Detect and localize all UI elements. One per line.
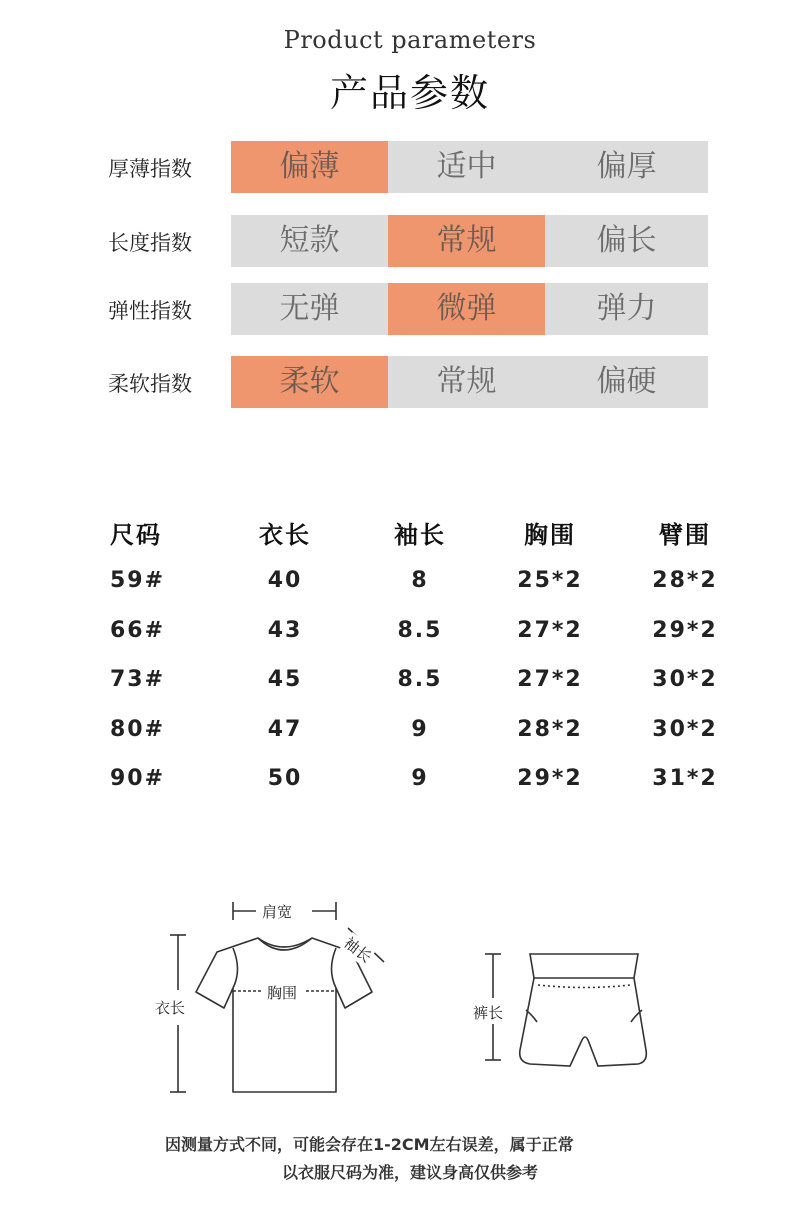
param-option: 偏长 bbox=[596, 223, 657, 258]
table-cell: 9 bbox=[411, 717, 429, 742]
param-row-softness bbox=[0, 356, 790, 408]
table-cell: 66# bbox=[110, 618, 166, 643]
table-cell: 50 bbox=[267, 766, 303, 791]
table-cell: 31*2 bbox=[652, 766, 718, 791]
chest-label: 胸围 bbox=[267, 984, 298, 1002]
table-row bbox=[0, 568, 790, 608]
param-bar bbox=[231, 283, 708, 335]
param-row-length bbox=[0, 215, 790, 267]
param-bar bbox=[231, 215, 708, 267]
measurement-diagram-svg bbox=[0, 890, 790, 1110]
table-cell: 8 bbox=[411, 568, 429, 593]
table-row bbox=[0, 717, 790, 757]
param-row-elasticity bbox=[0, 283, 790, 335]
table-header-cell: 袖长 bbox=[394, 521, 446, 549]
table-cell: 80# bbox=[110, 717, 166, 742]
table-cell: 30*2 bbox=[652, 667, 718, 692]
table-header-cell: 臂围 bbox=[659, 521, 711, 549]
table-cell: 45 bbox=[267, 667, 303, 692]
table-cell: 73# bbox=[110, 667, 166, 692]
table-cell: 59# bbox=[110, 568, 166, 593]
length-label: 衣长 bbox=[155, 999, 186, 1017]
table-cell: 29*2 bbox=[517, 766, 583, 791]
table-cell: 9 bbox=[411, 766, 429, 791]
table-cell: 29*2 bbox=[652, 618, 718, 643]
param-label: 长度指数 bbox=[108, 231, 192, 255]
param-option: 偏硬 bbox=[596, 364, 657, 399]
sleeve-label: 袖长 bbox=[340, 933, 376, 967]
table-header-cell: 尺码 bbox=[110, 521, 162, 549]
param-label: 弹性指数 bbox=[108, 299, 192, 323]
title-en: Product parameters bbox=[283, 26, 537, 54]
table-cell: 30*2 bbox=[652, 717, 718, 742]
table-cell: 28*2 bbox=[517, 717, 583, 742]
table-cell: 47 bbox=[267, 717, 303, 742]
table-row bbox=[0, 618, 790, 658]
param-option: 适中 bbox=[436, 149, 497, 184]
param-row-thickness bbox=[0, 141, 790, 193]
param-option: 无弹 bbox=[279, 291, 340, 326]
param-option-selected: 柔软 bbox=[231, 356, 388, 408]
table-header-cell: 衣长 bbox=[259, 521, 311, 549]
table-header-row bbox=[0, 515, 790, 555]
table-cell: 27*2 bbox=[517, 667, 583, 692]
param-bar bbox=[231, 356, 708, 408]
table-cell: 40 bbox=[267, 568, 303, 593]
table-cell: 25*2 bbox=[517, 568, 583, 593]
table-row bbox=[0, 766, 790, 806]
param-option-selected: 偏薄 bbox=[231, 141, 388, 193]
table-header-cell: 胸围 bbox=[524, 521, 576, 549]
param-option: 弹力 bbox=[596, 291, 657, 326]
table-cell: 43 bbox=[267, 618, 303, 643]
table-cell: 8.5 bbox=[397, 667, 443, 692]
pants-length-label: 裤长 bbox=[473, 1004, 504, 1022]
table-cell: 8.5 bbox=[397, 618, 443, 643]
param-option: 常规 bbox=[436, 364, 497, 399]
param-label: 厚薄指数 bbox=[108, 157, 192, 181]
note-line-1: 因测量方式不同，可能会存在1-2CM左右误差，属于正常 bbox=[165, 1135, 574, 1154]
pants-icon bbox=[485, 954, 646, 1066]
title-cn: 产品参数 bbox=[329, 71, 490, 115]
param-option-selected: 常规 bbox=[388, 215, 545, 267]
measurement-diagram bbox=[0, 890, 790, 1110]
param-label: 柔软指数 bbox=[108, 372, 192, 396]
param-option: 偏厚 bbox=[596, 149, 657, 184]
param-option: 短款 bbox=[279, 223, 340, 258]
table-cell: 90# bbox=[110, 766, 166, 791]
param-bar bbox=[231, 141, 708, 193]
shoulder-label: 肩宽 bbox=[262, 903, 293, 921]
table-cell: 28*2 bbox=[652, 568, 718, 593]
table-cell: 27*2 bbox=[517, 618, 583, 643]
param-option-selected: 微弹 bbox=[388, 283, 545, 335]
note-line-2: 以衣服尺码为准，建议身高仅供参考 bbox=[281, 1163, 538, 1182]
table-row bbox=[0, 667, 790, 707]
